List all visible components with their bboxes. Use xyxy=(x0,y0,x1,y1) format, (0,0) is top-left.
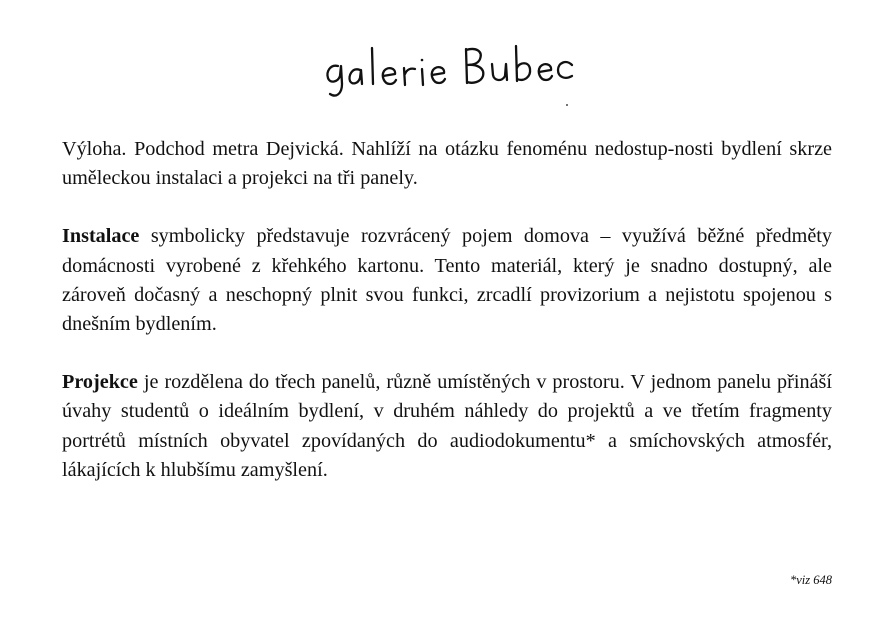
intro-text: Výloha. Podchod metra Dejvická. Nahlíží na otázku fenoménu nedostup-nosti bydlení skrze uměleckou instalaci a projekci na tři panely. xyxy=(62,138,832,190)
galerie-bubec-logo xyxy=(318,38,582,108)
footnote: *viz 648 xyxy=(789,573,832,587)
instalace-heading: Instalace xyxy=(62,225,140,248)
projekce-heading: Projekce xyxy=(62,371,138,394)
paragraph-intro xyxy=(62,135,832,193)
paragraph-projekce xyxy=(62,368,832,485)
instalace-text: symbolicky představuje rozvrácený pojem domova – využívá běžné předměty domácnosti vyrobené z křehkého kartonu. Tento materiál, který je snadno dostupný, ale zároveň dočasný a neschopný plnit svou funkci, zrcadlí provizorium a nejistotu spojenou s dnešním bydlením. xyxy=(62,225,832,336)
paragraph-instalace xyxy=(62,222,832,339)
projekce-text: je rozdělena do třech panelů, různě umístěných v prostoru. V jednom panelu přináší úvahy studentů o ideálním bydlení, v druhém náhledy do projektů a ve třetím fragmenty portrétů místních obyvatel zpovídaných do audiodokumentu* a smíchovských atmosfér, lákajících k hlubšímu zamyšlení. xyxy=(62,371,832,481)
handwritten-wordmark-icon xyxy=(318,38,582,108)
description-text xyxy=(62,135,832,514)
